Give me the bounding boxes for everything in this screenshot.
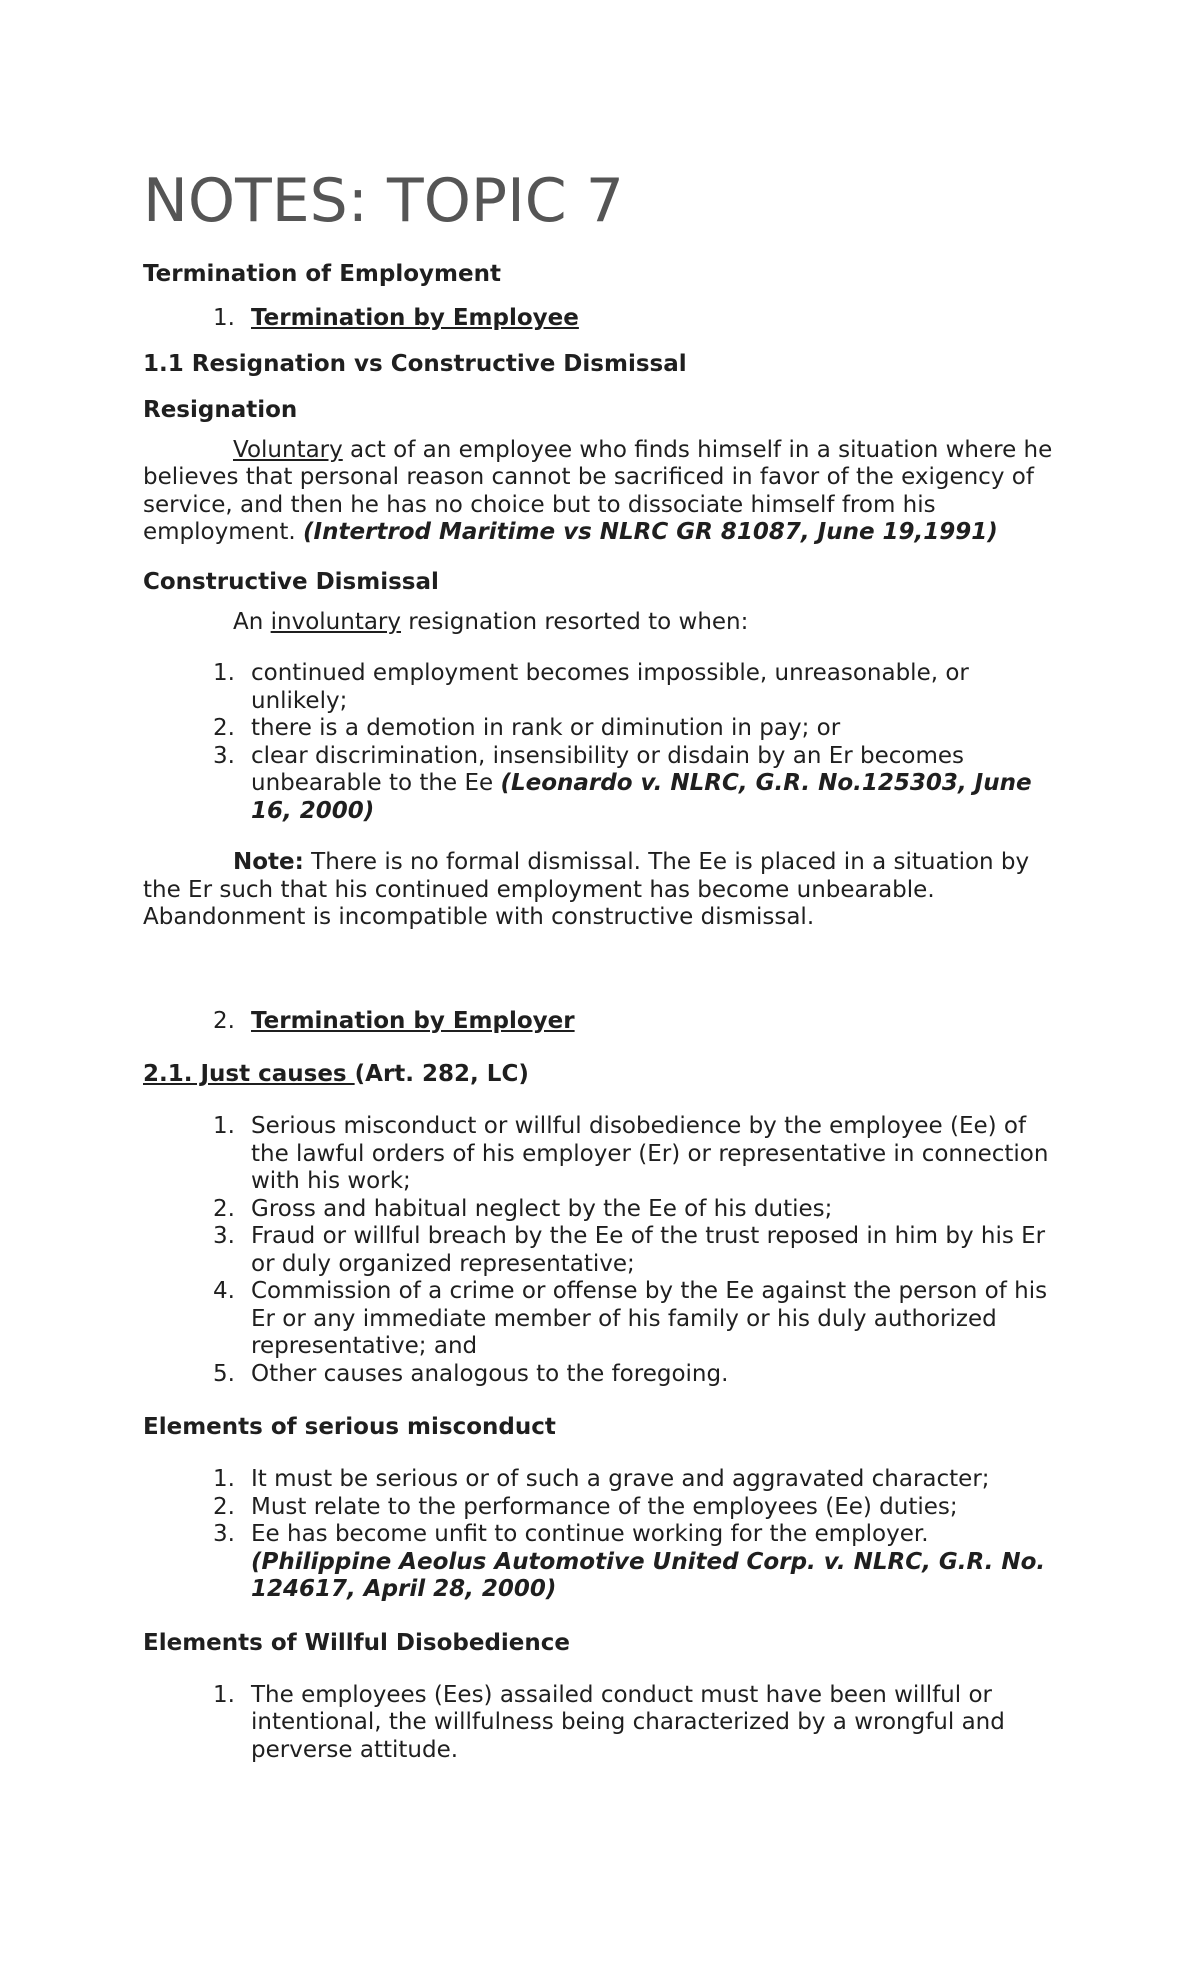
list-text: Commission of a crime or offense by the Ee against the person of his Er or any immediate member of his family or his duly authorized representative; and	[251, 1278, 1048, 1359]
list-number: 2.	[213, 1195, 235, 1222]
list-item	[143, 1682, 1065, 1765]
voluntary-term: Voluntary	[233, 436, 343, 463]
constructive-pre: An	[233, 608, 271, 635]
list-item	[143, 1196, 1065, 1224]
just-causes-list	[143, 1113, 1065, 1388]
page-title: NOTES: TOPIC 7	[143, 166, 624, 236]
list-text: continued employment becomes impossible, unreasonable, or unlikely;	[251, 660, 969, 714]
list-item	[143, 1223, 1065, 1278]
heading-constructive-dismissal: Constructive Dismissal	[143, 568, 439, 595]
heading-termination: Termination of Employment	[143, 261, 501, 287]
section-2-number: 2.	[213, 1007, 235, 1034]
list-item	[143, 1278, 1065, 1361]
resignation-paragraph	[143, 437, 1065, 547]
list-citation: (Philippine Aeolus Automotive United Corp. v. NLRC, G.R. No. 124617, April 28, 2000)	[251, 1548, 1046, 1602]
note-label: Note:	[233, 849, 304, 875]
list-item	[143, 1113, 1065, 1196]
list-number: 1.	[213, 1681, 235, 1708]
constructive-list	[143, 660, 1065, 825]
list-citation: (Leonardo v. NLRC, G.R. No.125303, June 16, 2000)	[251, 770, 1032, 824]
list-number: 1.	[213, 660, 235, 686]
list-item	[143, 1521, 1065, 1604]
resignation-citation: (Intertrod Maritime vs NLRC GR 81087, June 19,1991)	[303, 519, 998, 545]
list-number: 4.	[213, 1278, 235, 1304]
just-causes-article: (Art. 282, LC)	[354, 1061, 529, 1087]
heading-serious-misconduct: Elements of serious misconduct	[143, 1414, 556, 1440]
section-2-label: Termination by Employer	[251, 1007, 575, 1034]
misconduct-list	[143, 1466, 1065, 1604]
constructive-post: resignation resorted to when:	[401, 608, 749, 635]
heading-resignation: Resignation	[143, 396, 298, 423]
list-number: 1.	[213, 1466, 235, 1492]
list-text: Fraud or willful breach by the Ee of the trust reposed in him by his Er or duly organized representative;	[251, 1223, 1046, 1277]
section-1-list	[143, 305, 1065, 333]
list-number: 2.	[213, 715, 235, 741]
involuntary-term: involuntary	[270, 608, 401, 635]
list-number: 3.	[213, 1223, 235, 1249]
list-text: there is a demotion in rank or diminution in pay; or	[251, 715, 841, 741]
disobedience-list	[143, 1682, 1065, 1765]
resignation-text: act of an employee who finds himself in a situation where he believes that personal reason cannot be sacrificed in favor of the exigency of service, and then he has no choice but to dissociate himself from his employment.	[143, 436, 1053, 545]
heading-just-causes	[143, 1059, 1065, 1089]
note-paragraph	[143, 849, 1065, 932]
heading-willful-disobedience: Elements of Willful Disobedience	[143, 1629, 571, 1656]
list-item	[143, 1361, 1065, 1389]
list-text: clear discrimination, insensibility or disdain by an Er becomes unbearable to the Ee	[251, 742, 965, 796]
constructive-paragraph	[143, 609, 1065, 637]
just-causes-label: 2.1. Just causes	[143, 1061, 355, 1087]
list-text: Serious misconduct or willful disobedience by the employee (Ee) of the lawful orders of his employer (Er) or representative in connection with his work;	[251, 1113, 1049, 1194]
section-2-list	[143, 1008, 1065, 1036]
list-text: The employees (Ees) assailed conduct must have been willful or intentional, the willfulness being characterized by a wrongful and perverse attitude.	[251, 1681, 1005, 1763]
list-text: Gross and habitual neglect by the Ee of his duties;	[251, 1195, 833, 1222]
section-2-item	[143, 1008, 1065, 1036]
section-1-item	[143, 305, 1065, 333]
note-text: There is no formal dismissal. The Ee is placed in a situation by the Er such that his continued employment has become unbearable. Abandonment is incompatible with constructive dismissal.	[143, 849, 1030, 930]
list-number: 3.	[213, 742, 235, 769]
list-number: 2.	[213, 1493, 235, 1520]
list-number: 3.	[213, 1521, 235, 1547]
list-text: It must be serious or of such a grave and aggravated character;	[251, 1466, 990, 1492]
list-text: Other causes analogous to the foregoing.	[251, 1360, 729, 1387]
list-number: 1.	[213, 1113, 235, 1139]
section-1-number: 1.	[213, 305, 235, 331]
section-1-label: Termination by Employee	[251, 305, 579, 331]
list-item	[143, 715, 1065, 743]
list-item	[143, 743, 1065, 826]
list-text: Ee has become unfit to continue working for the employer.	[251, 1521, 929, 1547]
list-item	[143, 1494, 1065, 1522]
list-number: 5.	[213, 1360, 235, 1387]
list-item	[143, 660, 1065, 715]
list-text: Must relate to the performance of the employees (Ee) duties;	[251, 1493, 958, 1520]
heading-resignation-vs-constructive: 1.1 Resignation vs Constructive Dismissal	[143, 350, 687, 377]
list-item	[143, 1466, 1065, 1494]
